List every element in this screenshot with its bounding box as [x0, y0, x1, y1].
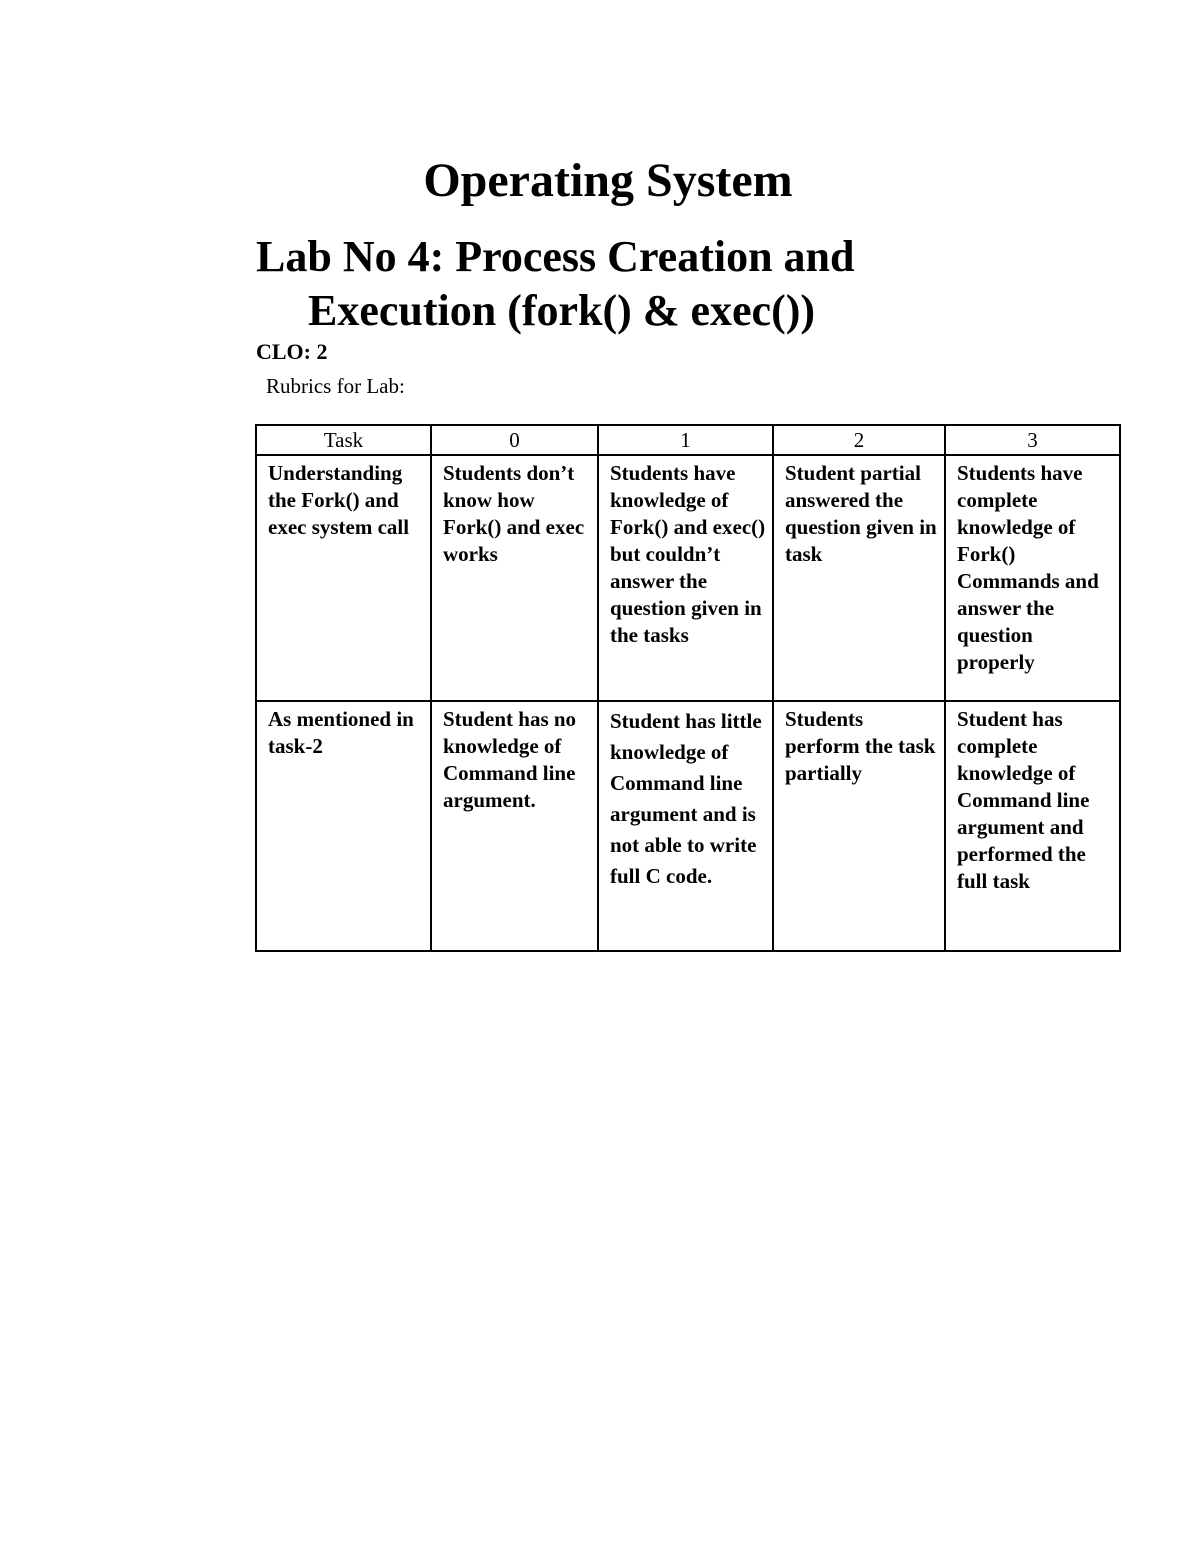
header-score-1: 1	[598, 425, 773, 455]
cell-score-2: Student partial answered the question given in task	[773, 455, 945, 701]
cell-score-1-text: Student has little knowledge of Command line argument and is not able to write full C code.	[610, 709, 762, 888]
cell-score-0: Students don’t know how Fork() and exec works	[431, 455, 598, 701]
cell-score-1: Students have knowledge of Fork() and exec() but couldn’t answer the question given in the tasks	[598, 455, 773, 701]
table-row	[256, 455, 1120, 701]
clo-label: CLO: 2	[256, 339, 328, 364]
cell-task: Understanding the Fork() and exec system call	[256, 455, 431, 701]
header-score-2: 2	[773, 425, 945, 455]
rubric-table	[255, 424, 1121, 952]
cell-score-0: Student has no knowledge of Command line argument.	[431, 701, 598, 951]
cell-score-3: Students have complete knowledge of Fork() Commands and answer the question properly	[945, 455, 1120, 701]
lab-title-line1: Lab No 4: Process Creation and	[256, 232, 855, 281]
header-task: Task	[256, 425, 431, 455]
cell-score-2: Students perform the task partially	[773, 701, 945, 951]
cell-score-1	[598, 701, 773, 951]
rubrics-label: Rubrics for Lab:	[266, 374, 405, 398]
lab-title-line2: Execution (fork() & exec())	[308, 286, 816, 335]
rubric-header-row	[256, 425, 1120, 455]
lab-title	[256, 230, 916, 338]
header-score-3: 3	[945, 425, 1120, 455]
cell-task: As mentioned in task-2	[256, 701, 431, 951]
header-score-0: 0	[431, 425, 598, 455]
cell-score-3: Student has complete knowledge of Command line argument and performed the full task	[945, 701, 1120, 951]
table-row	[256, 701, 1120, 951]
document-title: Operating System	[423, 154, 793, 207]
